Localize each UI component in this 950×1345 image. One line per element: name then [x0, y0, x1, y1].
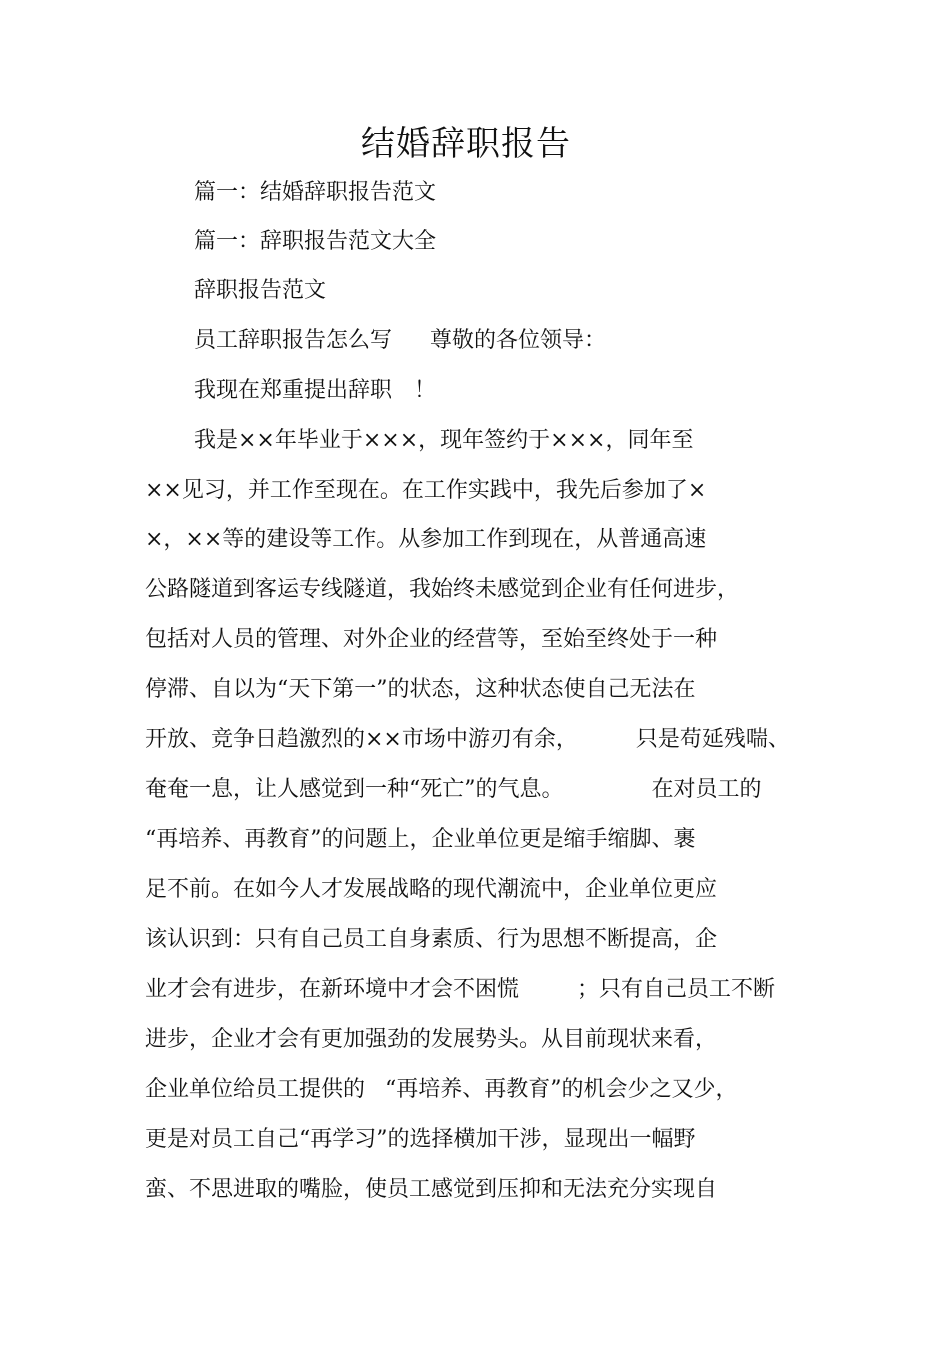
- heading-line-1: 篇一：结婚辞职报告范文: [194, 180, 437, 205]
- subject-text: 员工辞职报告怎么写: [194, 328, 393, 353]
- statement-mark: ！: [414, 378, 437, 403]
- statement-text: 我现在郑重提出辞职: [194, 378, 393, 403]
- resignation-statement: [194, 376, 884, 406]
- body-line-13: 进步，企业才会有更加强劲的发展势头。从目前现状来看，: [145, 1027, 718, 1052]
- body-line-3: ×，××等的建设等工作。从参加工作到现在，从普通高速: [145, 527, 707, 552]
- document-title: 结婚辞职报告: [361, 124, 571, 164]
- heading-line-2: 篇一：辞职报告范文大全: [194, 229, 437, 254]
- body-line-1: 我是××年毕业于×××，现年签约于×××，同年至: [194, 428, 694, 453]
- body-line-8-part-2: 在对员工的: [651, 777, 762, 802]
- body-line-2: ××见习，并工作至现在。在工作实践中，我先后参加了×: [145, 478, 707, 503]
- body-line-14: [145, 1075, 835, 1105]
- body-line-4: 公路隧道到客运专线隧道，我始终未感觉到企业有任何进步，: [145, 577, 740, 602]
- body-line-16: 蛮、不思进取的嘴脸，使员工感觉到压抑和无法充分实现自: [145, 1177, 718, 1202]
- body-line-10: 足不前。在如今人才发展战略的现代潮流中，企业单位更应: [145, 877, 718, 902]
- body-line-6: 停滞、自以为“天下第一”的状态，这种状态使自己无法在: [145, 677, 696, 702]
- body-line-12: [145, 975, 835, 1005]
- body-line-8-part-1: 奄奄一息，让人感觉到一种“死亡”的气息。: [145, 777, 564, 802]
- body-line-7-part-1: 开放、竞争日趋激烈的××市场中游刃有余，: [145, 727, 578, 752]
- body-line-15: 更是对员工自己“再学习”的选择横加干涉，显现出一幅野: [145, 1127, 696, 1152]
- body-line-9: “再培养、再教育”的问题上，企业单位更是缩手缩脚、裹: [145, 827, 696, 852]
- body-line-12-part-2: ；只有自己员工不断: [577, 977, 776, 1002]
- body-line-8: [145, 775, 835, 805]
- body-line-7: [145, 725, 835, 755]
- greeting-text: 尊敬的各位领导：: [430, 328, 607, 353]
- body-line-12-part-1: 业才会有进步，在新环境中才会不困慌: [145, 977, 520, 1002]
- body-line-14-part-2: “再培养、再教育”的机会少之又少，: [385, 1077, 738, 1102]
- body-line-11: 该认识到：只有自己员工自身素质、行为思想不断提高，企: [145, 927, 718, 952]
- body-line-5: 包括对人员的管理、对外企业的经营等，至始至终处于一种: [145, 627, 718, 652]
- heading-line-3: 辞职报告范文: [194, 278, 327, 303]
- body-line-14-part-1: 企业单位给员工提供的: [145, 1077, 366, 1102]
- body-line-7-part-2: 只是苟延残喘、: [635, 727, 790, 752]
- salutation-line: [194, 326, 884, 356]
